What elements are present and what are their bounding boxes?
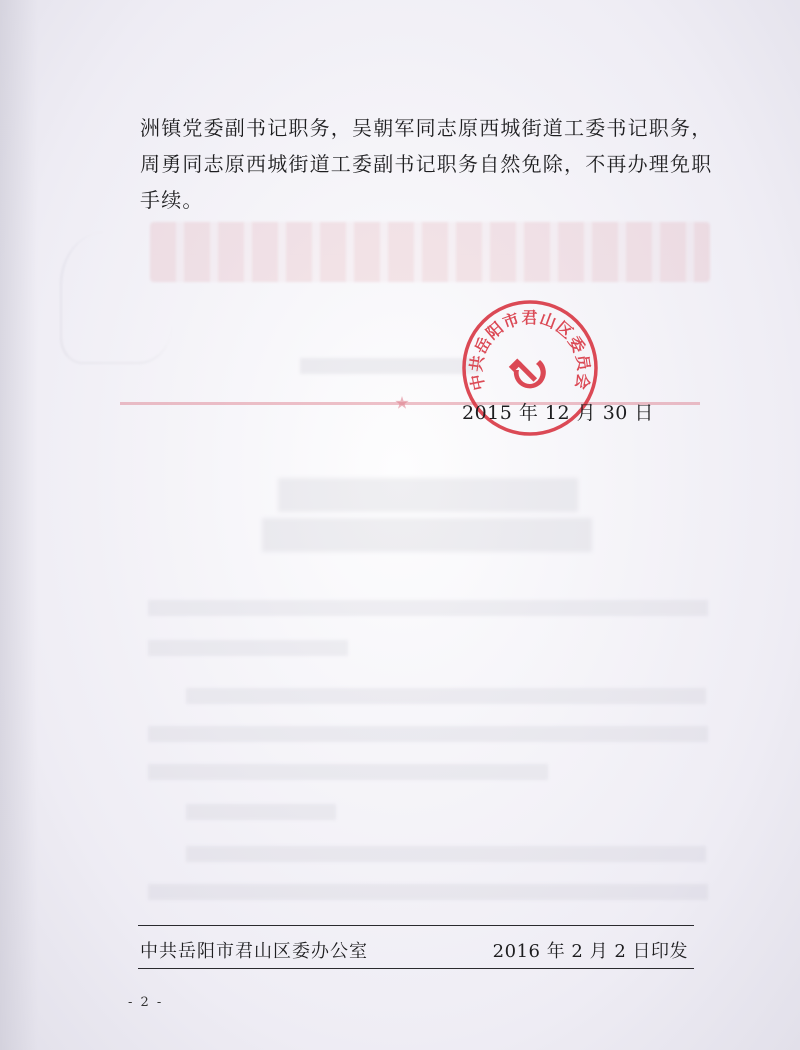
- bleed-scribble: [60, 232, 172, 364]
- seal-text: 中共岳阳市君山区委员会: [466, 307, 594, 393]
- bleed-text-line: [148, 600, 708, 616]
- bleed-text-line: [186, 688, 706, 704]
- bleed-doc-number: [300, 358, 480, 374]
- bleed-title-line-1: [278, 478, 578, 512]
- issue-date: 2016 年 2 月 2 日印发: [492, 941, 688, 962]
- bleed-text-line: [148, 884, 708, 900]
- bleed-text-line: [186, 846, 706, 862]
- page-number: - 2 -: [128, 995, 164, 1010]
- bleed-title-line-2: [262, 518, 592, 552]
- body-paragraph: 洲镇党委副书记职务，吴朝军同志原西城街道工委书记职务，周勇同志原西城街道工委副书记职务自然免除，不再办理免职手续。: [140, 116, 713, 212]
- bleed-text-line: [186, 804, 336, 820]
- scan-edge-shadow: [0, 0, 38, 1050]
- bleed-red-header: [150, 222, 710, 282]
- bleed-text-line: [148, 640, 348, 656]
- bleed-text-line: [148, 726, 708, 742]
- footer-rule-top: [138, 925, 694, 926]
- signature-date: 2015 年 12 月 30 日: [462, 402, 654, 424]
- bleed-red-star-icon: [395, 396, 409, 410]
- hammer-sickle-icon: [509, 358, 546, 388]
- issuing-office: 中共岳阳市君山区委办公室: [140, 941, 368, 962]
- footer-rule-bottom: [138, 968, 694, 969]
- bleed-text-line: [148, 764, 548, 780]
